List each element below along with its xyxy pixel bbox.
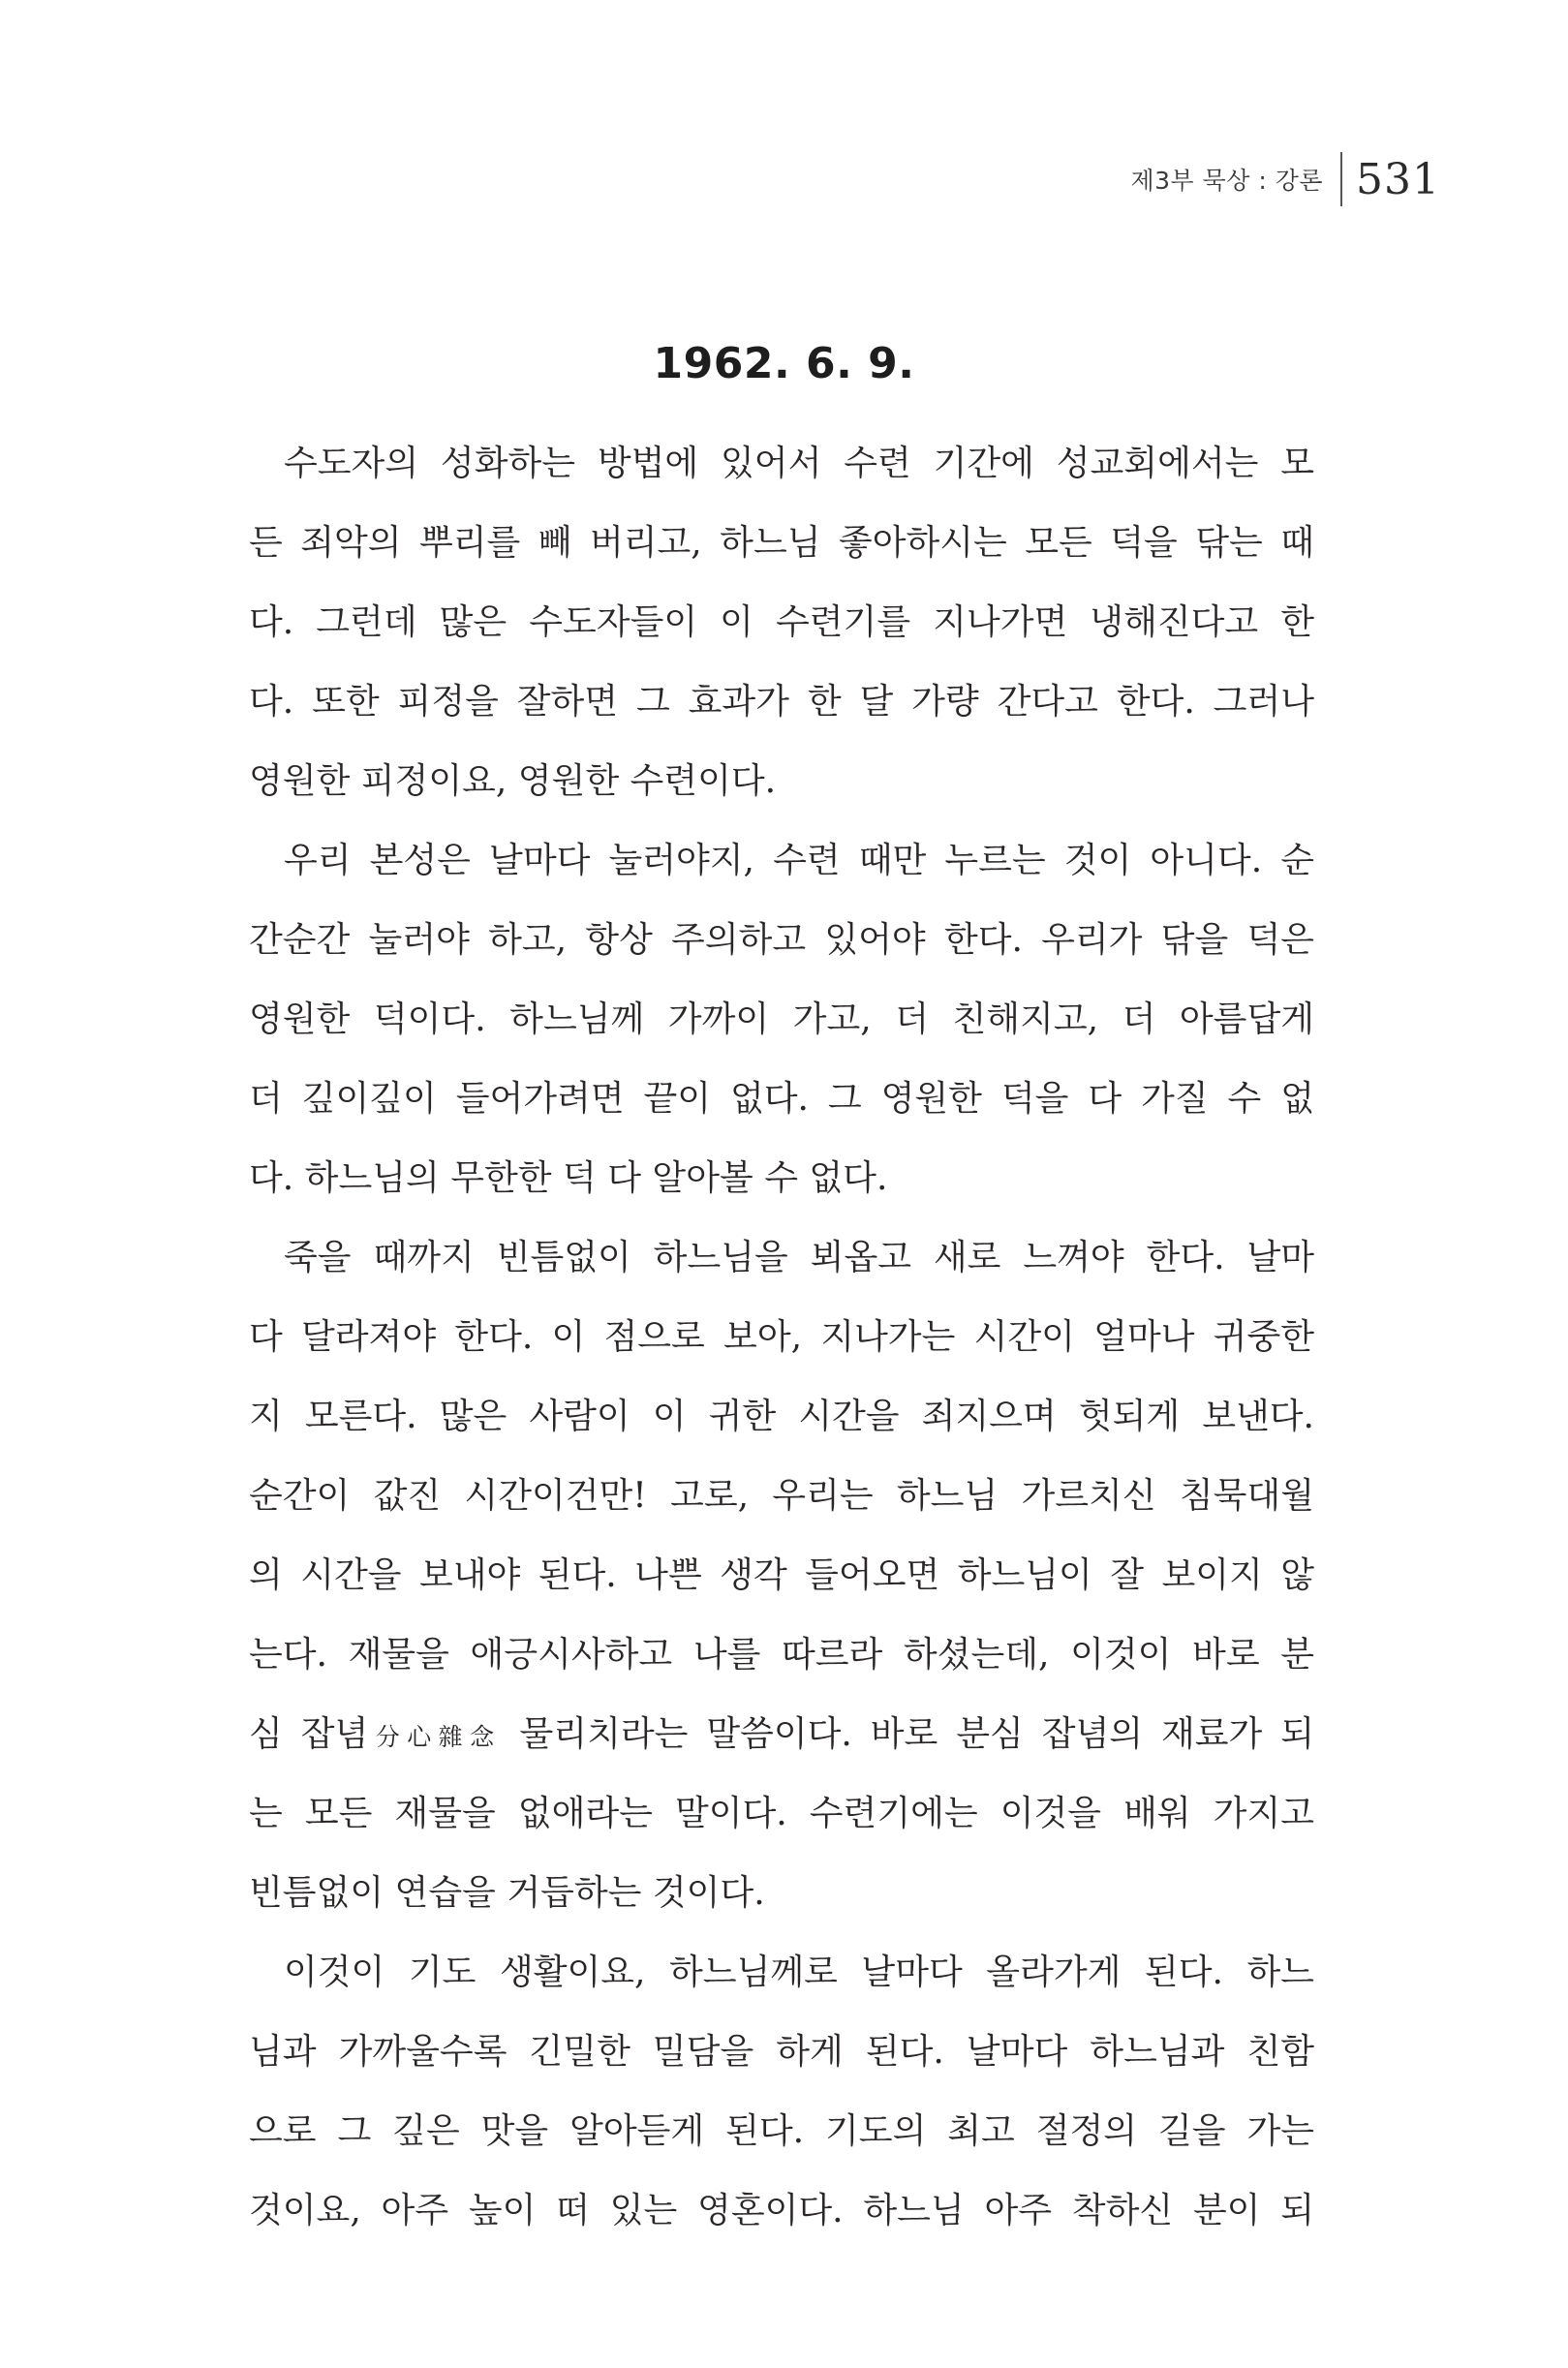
paragraph-3 xyxy=(249,1218,1314,1933)
text-line: 지 모른다. 많은 사람이 이 귀한 시간을 죄지으며 헛되게 보낸다. xyxy=(249,1397,1314,1436)
text-line: 으로 그 깊은 맛을 알아듣게 된다. 기도의 최고 절정의 길을 가는 xyxy=(249,2111,1314,2151)
hanja-gloss: 分心雜念 xyxy=(368,1723,502,1751)
text-line: 영원한 덕이다. 하느님께 가까이 가고, 더 친해지고, 더 아름답게 xyxy=(249,999,1314,1039)
text-line: 이것이 기도 생활이요, 하느님께로 날마다 올라가게 된다. 하느 xyxy=(284,1953,1314,1992)
text-line: 다. 그런데 많은 수도자들이 이 수련기를 지나가면 냉해진다고 한 xyxy=(249,602,1314,642)
body-text xyxy=(249,424,1314,2251)
text-segment: 물리치라는 말씀이다. 바로 분심 잡념의 재료가 되 xyxy=(501,1714,1314,1754)
text-line: 다. 하느님의 무한한 덕 다 알아볼 수 없다. xyxy=(249,1158,888,1198)
paragraph-1 xyxy=(249,424,1314,821)
running-head xyxy=(1130,145,1440,213)
header-divider xyxy=(1340,152,1342,206)
text-line: 죽을 때까지 빈틈없이 하느님을 뵈옵고 새로 느껴야 한다. 날마 xyxy=(284,1238,1314,1277)
text-line: 것이요, 아주 높이 떠 있는 영혼이다. 하느님 아주 착하신 분이 되 xyxy=(249,2191,1314,2230)
text-line: 간순간 눌러야 하고, 항상 주의하고 있어야 한다. 우리가 닦을 덕은 xyxy=(249,920,1314,960)
section-title: 제3부 묵상 : 강론 xyxy=(1130,167,1324,195)
paragraph-4 xyxy=(249,1933,1314,2251)
text-line: 든 죄악의 뿌리를 빼 버리고, 하느님 좋아하시는 모든 덕을 닦는 때 xyxy=(249,523,1314,563)
text-line: 다 달라져야 한다. 이 점으로 보아, 지나가는 시간이 얼마나 귀중한 xyxy=(249,1317,1314,1357)
text-line: 순간이 값진 시간이건만! 고로, 우리는 하느님 가르치신 침묵대월 xyxy=(249,1476,1314,1516)
text-line: 빈틈없이 연습을 거듭하는 것이다. xyxy=(249,1873,765,1913)
text-line: 수도자의 성화하는 방법에 있어서 수련 기간에 성교회에서는 모 xyxy=(284,444,1314,483)
text-line: 영원한 피정이요, 영원한 수련이다. xyxy=(249,761,777,801)
text-line: 우리 본성은 날마다 눌러야지, 수련 때만 누르는 것이 아니다. 순 xyxy=(284,841,1314,880)
text-line: 더 깊이깊이 들어가려면 끝이 없다. 그 영원한 덕을 다 가질 수 없 xyxy=(249,1079,1314,1119)
text-line: 다. 또한 피정을 잘하면 그 효과가 한 달 가량 간다고 한다. 그러나 xyxy=(249,682,1314,722)
paragraph-2 xyxy=(249,821,1314,1218)
text-line: 는다. 재물을 애긍시사하고 나를 따르라 하셨는데, 이것이 바로 분 xyxy=(249,1635,1314,1675)
text-line-with-hanja xyxy=(249,1695,1314,1774)
text-line: 님과 가까울수록 긴밀한 밀담을 하게 된다. 날마다 하느님과 친함 xyxy=(249,2032,1314,2072)
page-number: 531 xyxy=(1356,154,1440,204)
text-line: 는 모든 재물을 없애라는 말이다. 수련기에는 이것을 배워 가지고 xyxy=(249,1794,1314,1833)
text-line: 의 시간을 보내야 된다. 나쁜 생각 들어오면 하느님이 잘 보이지 않 xyxy=(249,1555,1314,1595)
entry-date-heading: 1962. 6. 9. xyxy=(653,339,915,388)
text-segment: 심 잡념 xyxy=(249,1714,369,1754)
